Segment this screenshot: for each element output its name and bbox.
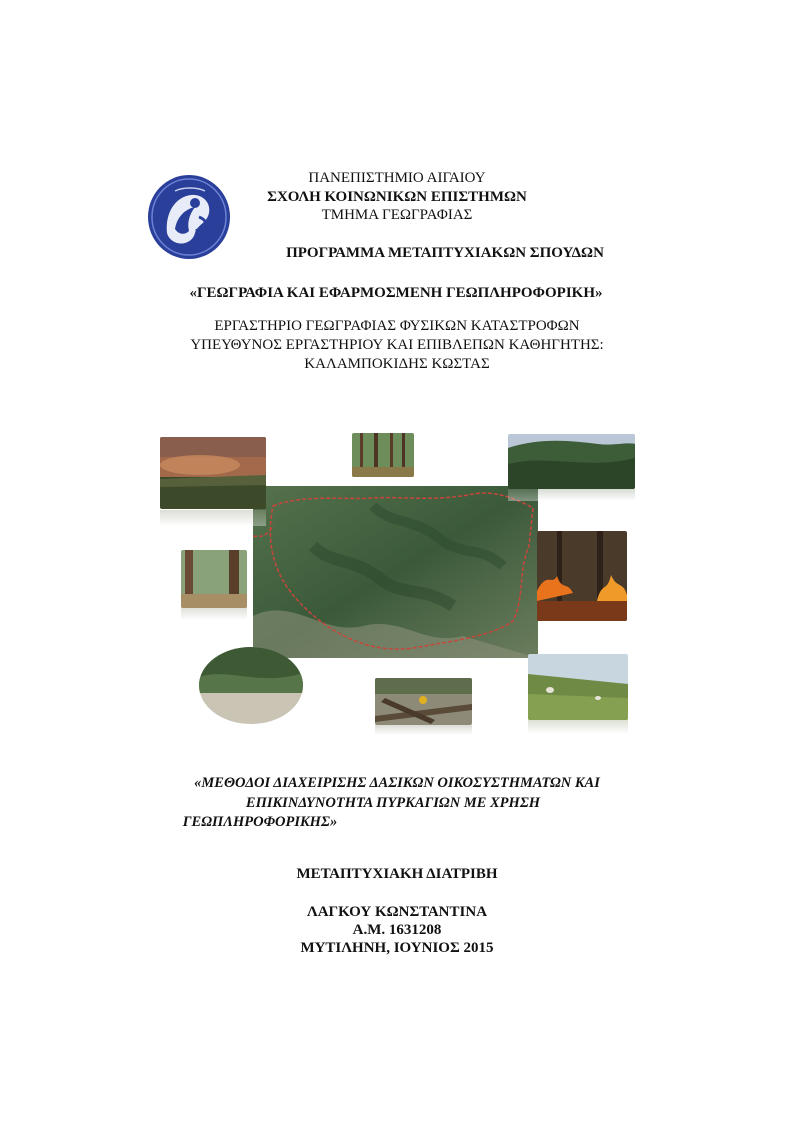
author-name: ΛΑΓΚΟΥ ΚΩΝΣΤΑΝΤΙΝΑ <box>306 904 488 920</box>
thesis-title-line3: ΓΕΩΠΛΗΡΟΦΟΡΙΚΗΣ» <box>182 814 338 830</box>
satellite-map-image <box>253 486 538 658</box>
place-date: ΜΥΤΙΛΗΝΗ, ΙΟΥΝΙΟΣ 2015 <box>300 940 494 956</box>
thesis-title-line2: ΕΠΙΚΙΝΔΥΝΟΤΗΤΑ ΠΥΡΚΑΓΙΩΝ ΜΕ ΧΡΗΣΗ <box>245 795 541 811</box>
student-id: Α.Μ. 1631208 <box>352 922 442 938</box>
program-name: ΠΡΟΓΡΑΜΜΑ ΜΕΤΑΠΤΥΧΙΑΚΩΝ ΣΠΟΥΔΩΝ <box>286 245 604 261</box>
reflection <box>375 725 472 735</box>
supervisor-role: ΥΠΕΥΘΥΝΟΣ ΕΡΓΑΣΤΗΡΙΟΥ ΚΑΙ ΕΠΙΒΛΕΠΩΝ ΚΑΘΗΓΗΤΗΣ: <box>190 337 604 353</box>
mountain-forest-photo <box>508 434 635 489</box>
reflection <box>181 608 247 620</box>
thesis-title-line1: «ΜΕΘΟΔΟΙ ΔΙΑΧΕΙΡΙΣΗΣ ΔΑΣΙΚΩΝ ΟΙΚΟΣΥΣΤΗΜΑΤΩΝ ΚΑΙ <box>194 775 600 791</box>
university-name: ΠΑΝΕΠΙΣΤΗΜΙΟ ΑΙΓΑΙΟΥ <box>308 170 486 186</box>
tree-trunks-photo <box>181 550 247 608</box>
department-name: ΤΜΗΜΑ ΓΕΩΓΡΑΦΙΑΣ <box>321 207 473 223</box>
school-name: ΣΧΟΛΗ ΚΟΙΝΩΝΙΚΩΝ ΕΠΙΣΤΗΜΩΝ <box>267 189 527 205</box>
fallen-logs-photo <box>375 678 472 725</box>
meadow-grazing-photo <box>528 654 628 720</box>
supervisor-name: ΚΑΛΑΜΠΟΚΙΔΗΣ ΚΩΣΤΑΣ <box>304 356 490 372</box>
reflection <box>160 510 266 526</box>
reflection <box>528 720 628 734</box>
reflection <box>508 489 635 501</box>
wildfire-smoke-photo <box>160 437 266 509</box>
forest-fire-photo <box>537 531 627 621</box>
pine-forest-photo <box>352 433 414 477</box>
program-title: «ΓΕΩΓΡΑΦΙΑ ΚΑΙ ΕΦΑΡΜΟΣΜΕΝΗ ΓΕΩΠΛΗΡΟΦΟΡΙΚΗ» <box>189 285 603 301</box>
riverbed-photo <box>199 647 303 724</box>
lab-name: ΕΡΓΑΣΤΗΡΙΟ ΓΕΩΓΡΑΦΙΑΣ ΦΥΣΙΚΩΝ ΚΑΤΑΣΤΡΟΦΩΝ <box>214 318 580 334</box>
thesis-type: ΜΕΤΑΠΤΥΧΙΑΚΗ ΔΙΑΤΡΙΒΗ <box>296 866 498 882</box>
